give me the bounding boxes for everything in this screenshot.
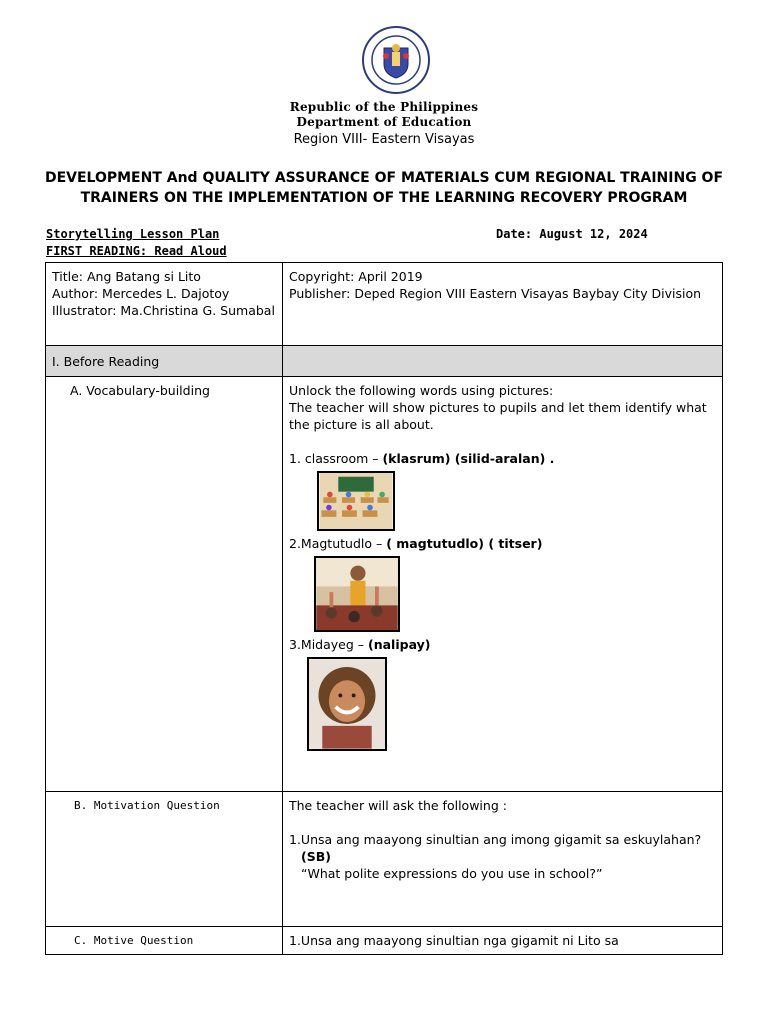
vocabulary-content xyxy=(283,377,723,792)
deped-seal-icon xyxy=(362,26,430,94)
motive-row xyxy=(46,927,723,955)
book-author: Author: Mercedes L. Dajotoy xyxy=(52,286,230,301)
vocab-item: 3.Midayeg – (nalipay) xyxy=(289,637,431,652)
before-reading-heading: I. Before Reading xyxy=(46,346,283,377)
lesson-plan-table xyxy=(45,262,723,955)
classroom-image xyxy=(317,471,395,531)
book-title: Title: Ang Batang si Lito xyxy=(52,269,201,284)
publication-cell xyxy=(283,263,723,346)
vocab-intro: Unlock the following words using pictures: xyxy=(289,383,554,398)
vocabulary-row xyxy=(46,377,723,792)
happy-child-image xyxy=(307,657,387,751)
republic-line: Republic of the Philippines xyxy=(289,100,479,114)
motive-label: C. Motive Question xyxy=(46,927,283,955)
document-title: DEVELOPMENT And QUALITY ASSURANCE OF MATERIALS CUM REGIONAL TRAINING OF TRAINERS ON THE IMPLEMENTATION OF THE LEARNING RECOVERY PROGRAM xyxy=(44,170,724,206)
motive-question: 1.Unsa ang maayong sinultian nga gigamit ni Lito sa xyxy=(283,927,723,955)
motivation-label: B. Motivation Question xyxy=(46,792,283,927)
reading-type: FIRST READING: Read Aloud xyxy=(46,244,227,258)
lesson-date: Date: August 12, 2024 xyxy=(496,227,648,241)
book-copyright: Copyright: April 2019 xyxy=(289,269,423,284)
motivation-content xyxy=(283,792,723,927)
teacher-image xyxy=(314,556,400,632)
vocab-item: 2.Magtutudlo – ( magtutudlo) ( titser) xyxy=(289,536,543,551)
book-credits-cell xyxy=(46,263,283,346)
vocabulary-label: A. Vocabulary-building xyxy=(46,377,283,792)
book-info-row xyxy=(46,263,723,346)
book-publisher: Publisher: Deped Region VIII Eastern Visayas Baybay City Division xyxy=(289,286,702,301)
region-line: Region VIII- Eastern Visayas xyxy=(293,132,475,147)
motivation-intro: The teacher will ask the following : xyxy=(289,798,507,813)
book-illustrator: Illustrator: Ma.Christina G. Sumabal xyxy=(52,303,275,318)
lesson-type: Storytelling Lesson Plan xyxy=(46,227,220,241)
department-line: Department of Education xyxy=(296,115,472,129)
motivation-row xyxy=(46,792,723,927)
vocab-instruction: The teacher will show pictures to pupils and let them identify what the picture is all about. xyxy=(289,400,707,432)
vocab-item: 1. classroom – (klasrum) (silid-aralan) . xyxy=(289,451,555,466)
motivation-english: “What polite expressions do you use in school?” xyxy=(301,866,603,881)
section-header-empty xyxy=(283,346,723,377)
section-header-row xyxy=(46,346,723,377)
motivation-question: 1.Unsa ang maayong sinultian ang imong gigamit sa eskuylahan? (SB) xyxy=(289,832,702,864)
lesson-plan-header xyxy=(46,226,227,260)
